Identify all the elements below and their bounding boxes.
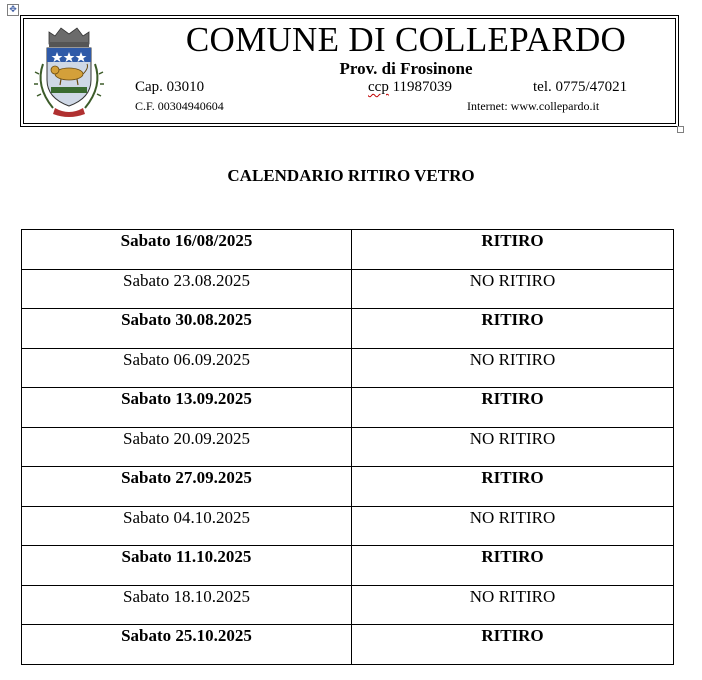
pickup-date-cell: Sabato 04.10.2025 xyxy=(22,506,352,546)
pickup-status-cell: RITIRO xyxy=(352,467,674,507)
pickup-date-cell: Sabato 16/08/2025 xyxy=(22,230,352,270)
table-row xyxy=(22,309,674,349)
pickup-status-cell: NO RITIRO xyxy=(352,506,674,546)
coat-of-arms-icon xyxy=(33,24,105,120)
pickup-date-cell: Sabato 06.09.2025 xyxy=(22,348,352,388)
pickup-date-cell: Sabato 11.10.2025 xyxy=(22,546,352,586)
pickup-status-cell: RITIRO xyxy=(352,546,674,586)
pickup-status-cell: RITIRO xyxy=(352,230,674,270)
ccp-line xyxy=(368,79,452,96)
table-row xyxy=(22,585,674,625)
collection-schedule-table xyxy=(21,229,674,665)
pickup-status-cell: NO RITIRO xyxy=(352,269,674,309)
pickup-date-cell: Sabato 23.08.2025 xyxy=(22,269,352,309)
postal-code: Cap. 03010 xyxy=(135,79,205,95)
table-row xyxy=(22,348,674,388)
table-resize-handle[interactable] xyxy=(677,126,684,133)
website: Internet: www.collepardo.it xyxy=(467,99,600,113)
pickup-date-cell: Sabato 30.08.2025 xyxy=(22,309,352,349)
pickup-date-cell: Sabato 27.09.2025 xyxy=(22,467,352,507)
pickup-status-cell: NO RITIRO xyxy=(352,348,674,388)
table-row xyxy=(22,269,674,309)
table-row xyxy=(22,427,674,467)
pickup-status-cell: RITIRO xyxy=(352,625,674,665)
pickup-status-cell: RITIRO xyxy=(352,309,674,349)
table-row xyxy=(22,546,674,586)
pickup-status-cell: NO RITIRO xyxy=(352,427,674,467)
pickup-date-cell: Sabato 25.10.2025 xyxy=(22,625,352,665)
table-row xyxy=(22,388,674,428)
municipality-title: COMUNE DI COLLEPARDO xyxy=(185,20,627,59)
telephone: tel. 0775/47021 xyxy=(533,79,628,95)
fiscal-code: C.F. 00304940604 xyxy=(135,99,224,113)
pickup-status-cell: RITIRO xyxy=(352,388,674,428)
pickup-date-cell: Sabato 18.10.2025 xyxy=(22,585,352,625)
province-line: Prov. di Frosinone xyxy=(339,59,473,78)
table-move-handle[interactable]: ✥ xyxy=(7,4,19,16)
table-row xyxy=(22,230,674,270)
table-row xyxy=(22,506,674,546)
pickup-status-cell: NO RITIRO xyxy=(352,585,674,625)
pickup-date-cell: Sabato 13.09.2025 xyxy=(22,388,352,428)
pickup-date-cell: Sabato 20.09.2025 xyxy=(22,427,352,467)
document-title: CALENDARIO RITIRO VETRO xyxy=(227,166,475,185)
letterhead xyxy=(20,15,679,127)
table-row xyxy=(22,467,674,507)
ccp-label: ccp xyxy=(368,79,389,95)
table-row xyxy=(22,625,674,665)
ccp-number: 11987039 xyxy=(392,79,453,95)
